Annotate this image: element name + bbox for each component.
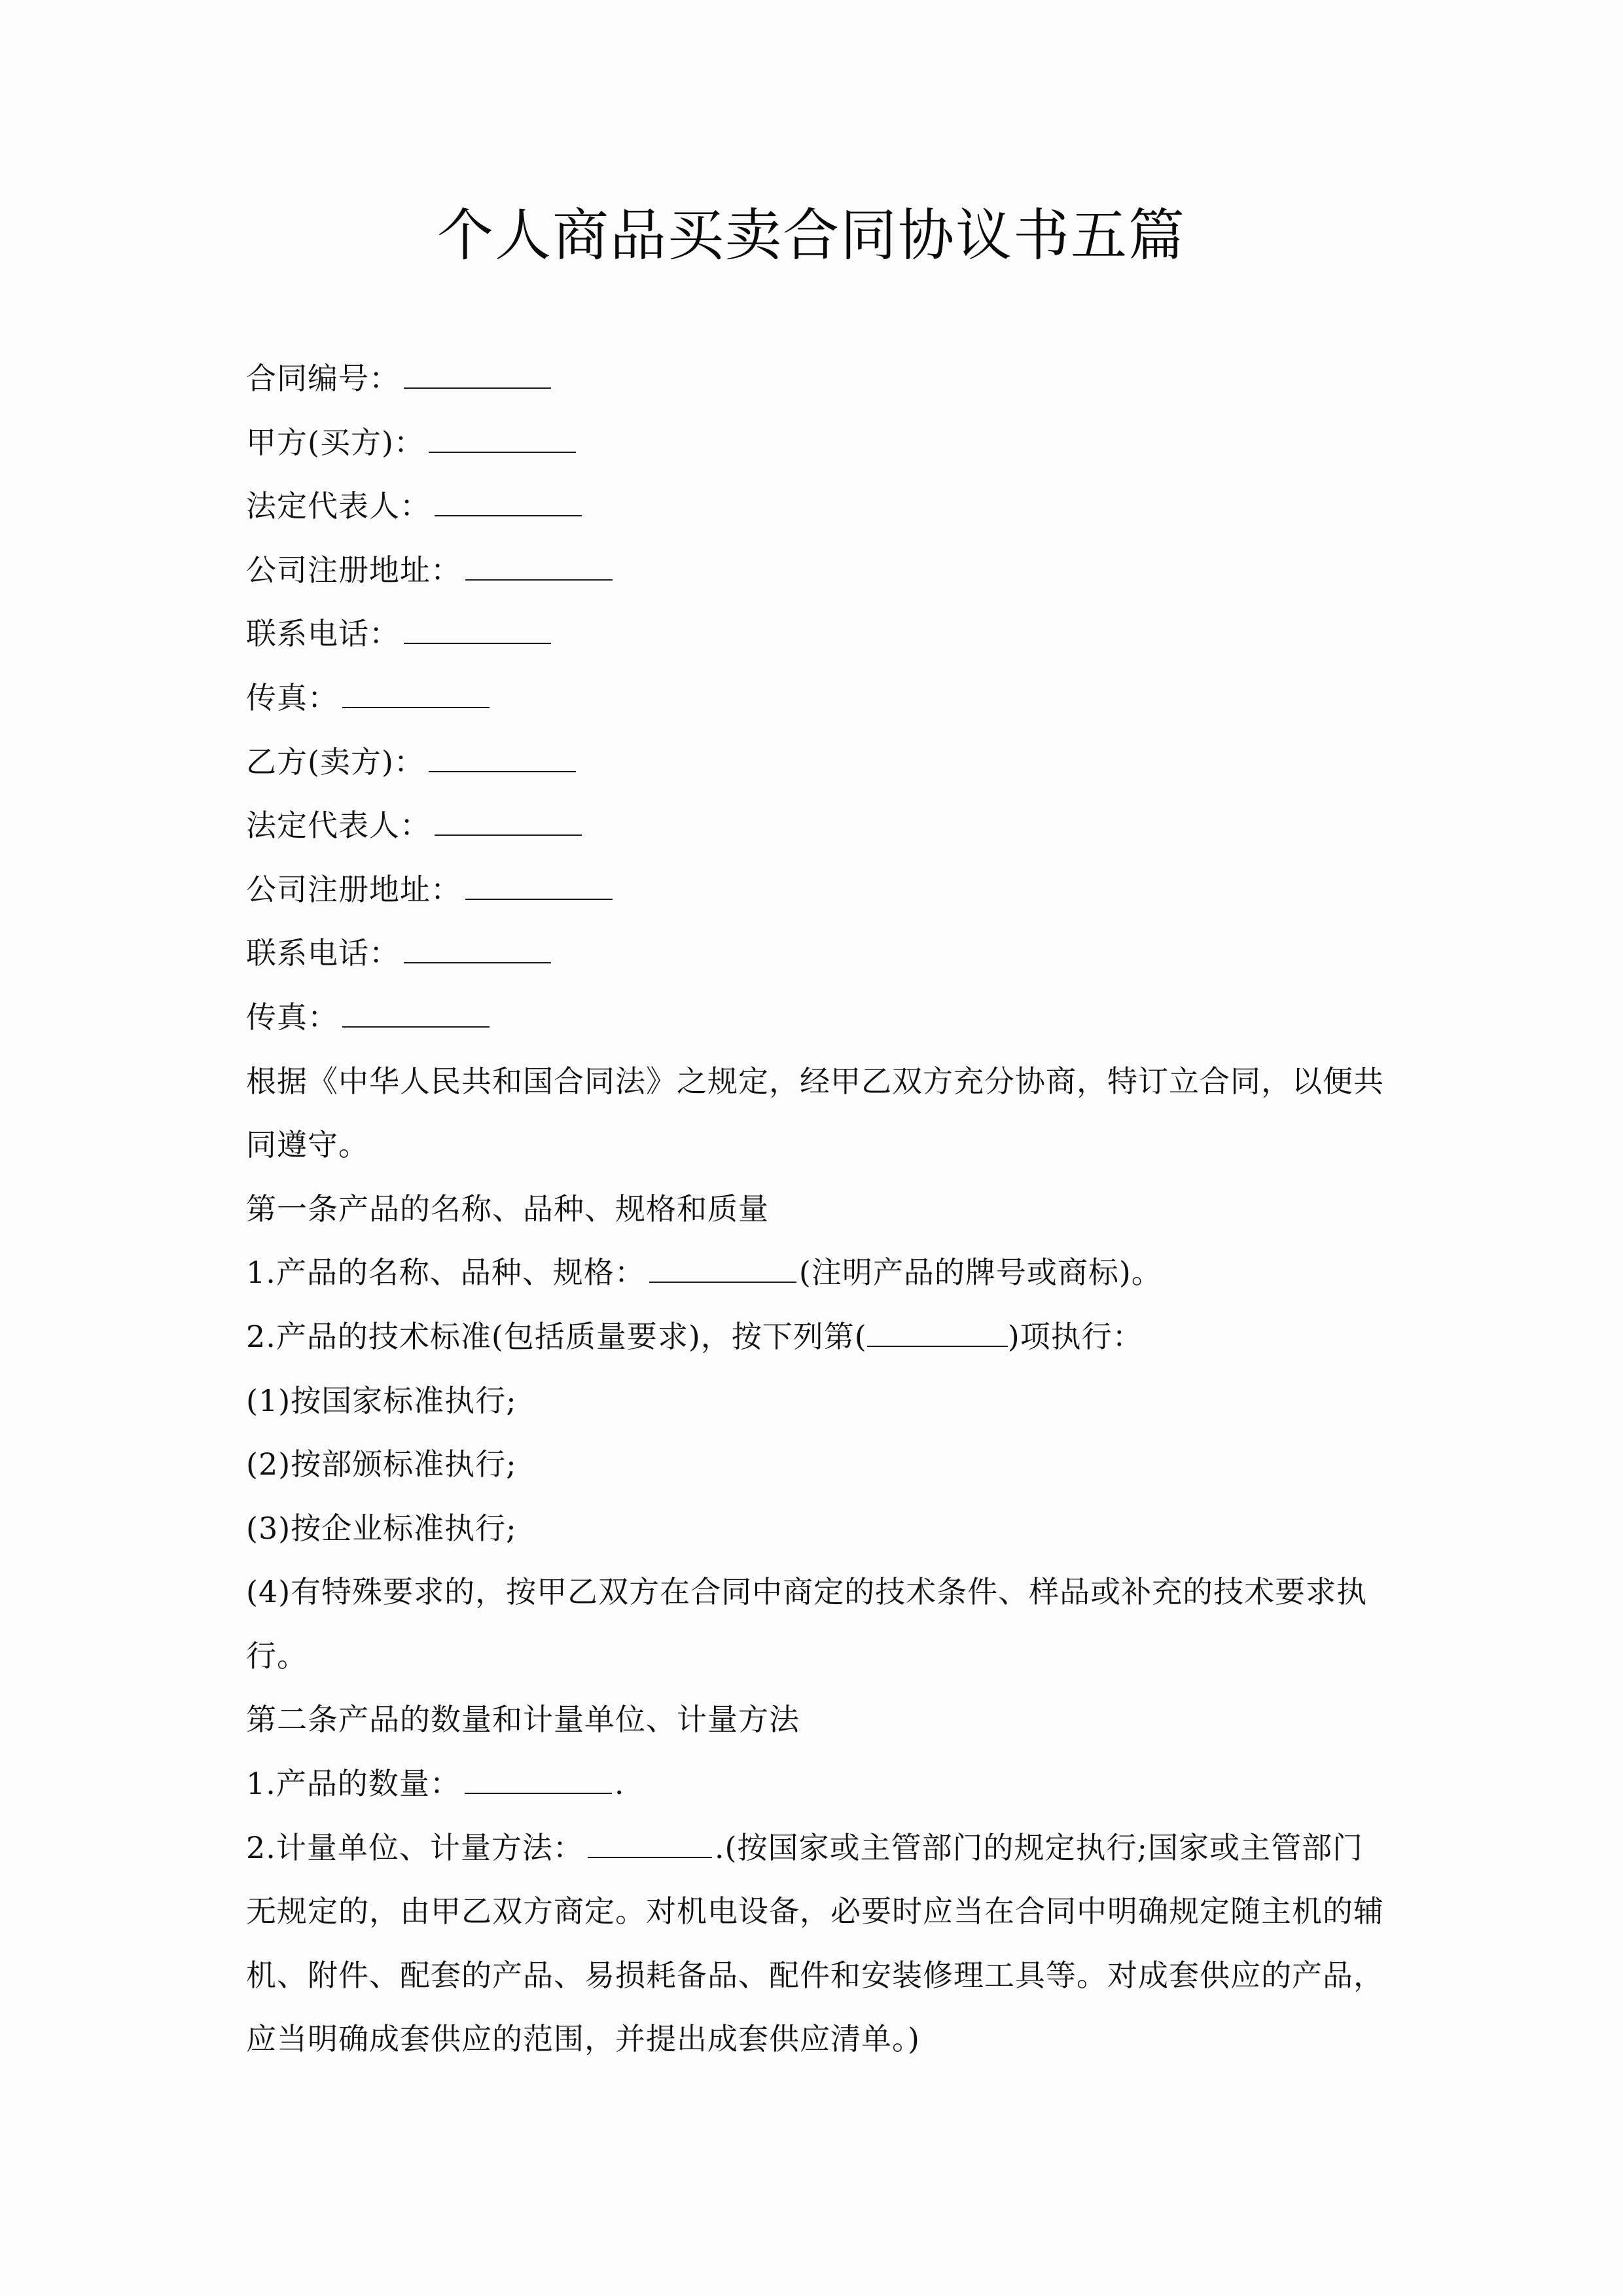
standard-option-3: (3)按企业标准执行; [246,1510,517,1546]
party-b-phone-input[interactable] [404,936,551,963]
field-label: 法定代表人： [246,808,431,844]
document-body [246,347,1385,2072]
field-label: 传真： [246,679,338,715]
party-b-fax-input[interactable] [342,1000,490,1028]
standard-option-input[interactable] [867,1319,1008,1347]
item-text: . [614,1766,625,1802]
party-a-address-input[interactable] [465,553,613,581]
field-party-b-fax [246,986,1385,1050]
field-party-a-fax [246,666,1385,730]
party-b-input[interactable] [429,745,576,772]
field-party-a-legal-rep [246,475,1385,539]
preamble-paragraph: 根据《中华人民共和国合同法》之规定，经甲乙双方充分协商，特订立合同，以便共同遵守。 [246,1063,1384,1163]
standard-option-2: (2)按部颁标准执行; [246,1446,517,1482]
item-text: 1.产品的名称、品种、规格： [246,1255,645,1291]
standard-option-1: (1)按国家标准执行; [246,1382,517,1418]
article-2-item-2 [246,1816,1385,2072]
field-party-a-phone [246,602,1385,666]
item-text: 1.产品的数量： [246,1766,461,1802]
party-a-phone-input[interactable] [404,617,551,644]
field-label: 联系电话： [246,935,400,971]
item-text: 2.计量单位、计量方法： [246,1829,584,1865]
field-party-b [246,730,1385,795]
item-text: )项执行： [1007,1318,1143,1354]
field-label: 甲方(买方)： [246,424,425,460]
field-label: 合同编号： [246,361,400,396]
item-text: (注明产品的牌号或商标)。 [798,1255,1162,1291]
article-2-heading: 第二条产品的数量和计量单位、计量方法 [246,1702,800,1738]
field-party-b-address [246,858,1385,922]
article-2-item-1 [246,1752,1385,1816]
field-label: 公司注册地址： [246,552,461,588]
party-a-input[interactable] [429,425,576,453]
document-title: 个人商品买卖合同协议书五篇 [437,203,1186,268]
field-label: 法定代表人： [246,488,431,524]
article-1-item-1 [246,1241,1385,1305]
field-party-a [246,411,1385,475]
party-a-legal-rep-input[interactable] [435,489,582,516]
product-name-input[interactable] [649,1255,796,1283]
item-text: .(按国家或主管部门的规定执行;国家或主管部门无规定的，由甲乙双方商定。对机电设备，必要时应当在合同中明确规定随主机的辅机、附件、配套的产品、易损耗备品、配件和安装修理工具等。对成套供应的产品，应当明确成套供应的范围，并提出成套供应清单。) [246,1829,1384,2057]
standard-option-4: (4)有特殊要求的，按甲乙双方在合同中商定的技术条件、样品或补充的技术要求执行。 [246,1574,1368,1674]
field-label: 传真： [246,999,338,1035]
party-b-address-input[interactable] [465,872,613,900]
product-quantity-input[interactable] [465,1767,612,1794]
field-contract-number [246,347,1385,411]
party-b-legal-rep-input[interactable] [435,808,582,836]
party-a-fax-input[interactable] [342,681,490,708]
field-party-b-legal-rep [246,794,1385,858]
contract-number-input[interactable] [404,361,551,389]
article-1-item-2 [246,1305,1385,1369]
article-1-heading: 第一条产品的名称、品种、规格和质量 [246,1191,769,1227]
field-label: 联系电话： [246,616,400,652]
field-party-b-phone [246,922,1385,986]
field-party-a-address [246,539,1385,603]
field-label: 公司注册地址： [246,871,461,907]
measurement-method-input[interactable] [588,1831,712,1858]
item-text: 2.产品的技术标准(包括质量要求)，按下列第( [246,1318,867,1354]
field-label: 乙方(卖方)： [246,744,425,780]
